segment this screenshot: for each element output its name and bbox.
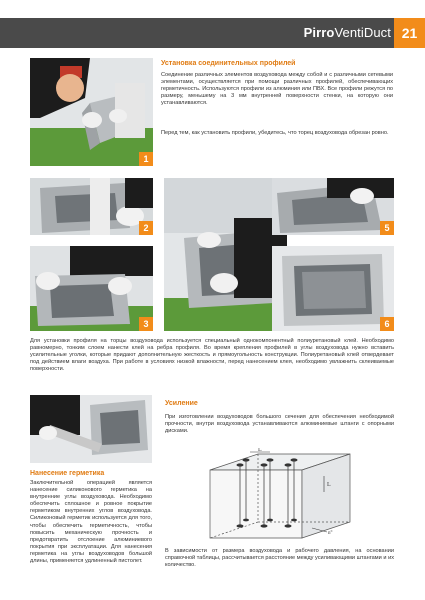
photo-4 — [164, 178, 287, 331]
sealant-paragraph: Заключительной операцией является нанесение силиконового герметика на внутренние углы воздуховода. Необходимо обеспечить сплошное и ровное покрытие герметиком внутренних углов воздуховода. Силиконовый герметик используется для того, чтобы обеспечить герметичность, чтобы повысить механическую прочность и предотвратить отслоение алюминиевого покрытия при эксплуатации. Для нанесения герметика на углы воздуховодов большой длины, применяется удлиненный пистолет. — [30, 480, 152, 565]
photo-5-badge: 5 — [380, 221, 394, 235]
reinforcement-diagram — [200, 448, 360, 544]
profiles-paragraph-1: Соединение различных элементов воздуховода между собой и с различными сетевыми элементами, осуществляется при помощи различных профилей, обеспечивающих герметичность. Используются профили из алюминия или ПВХ. Все профили режутся по размеру, меньшему на 3 мм внутренней поверхности стенки, на которую они устанавливаются. — [161, 72, 393, 107]
photo-1-illustration — [30, 58, 153, 166]
brand-name — [304, 25, 391, 40]
page-number: 21 — [394, 18, 425, 48]
photo-3-badge: 3 — [139, 317, 153, 331]
photo-1-badge: 1 — [139, 152, 153, 166]
photo-2-illustration — [30, 178, 153, 235]
label-l-side: L — [327, 482, 331, 488]
photo-sealant-illustration — [30, 395, 152, 463]
photo-2 — [30, 178, 153, 235]
duct-diagram — [200, 448, 360, 544]
section-heading-reinforcement: Усиление — [165, 400, 198, 407]
section-heading-profiles: Установка соединительных профилей — [161, 60, 296, 67]
photo-2-badge: 2 — [139, 221, 153, 235]
photo-5 — [272, 178, 394, 235]
photo-3 — [30, 246, 153, 331]
page-header — [0, 18, 425, 48]
photo-5-illustration — [272, 178, 394, 235]
label-l-top: L — [258, 448, 262, 453]
profiles-paragraph-2: Перед тем, как установить профили, убедитесь, что торец воздуховода обрезан ровно. — [161, 130, 389, 136]
photo-6 — [272, 246, 394, 331]
reinforcement-caption: В зависимости от размера воздуховода и рабочего давления, на основании справочной таблицы, рассчитывается расстояние между усиливающими штангами и их количество. — [165, 548, 394, 569]
photo-3-illustration — [30, 246, 153, 331]
photo-1 — [30, 58, 153, 166]
photo-6-illustration — [272, 246, 394, 331]
brand-bold: Pirro — [303, 25, 335, 40]
photo-sealant — [30, 395, 152, 463]
section-heading-sealant: Нанесение герметика — [30, 470, 105, 477]
adhesive-paragraph: Для установки профиля на торцы воздуховода используется специальный однокомпонентный полиуретановый клей. Необходимо равномерно, тонким слоем нанести клей на ребра профиля. Во время крепления профилей в углы воздуховода нужно вставить усилительные уголки, которые придают дополнительную жесткость и прямоугольность конструкции. Полиуретановый клей отвердевает под действием влаги воздуха. При работе в условиях низкой влажности, перед нанесением клея, необходимо увлажнить склеиваемые поверхности. — [30, 338, 394, 373]
reinforcement-paragraph: При изготовлении воздуховодов большого сечения для обеспечения необходимой прочности, внутри воздуховода устанавливаются алюминиевые штанги с опорными дисками. — [165, 414, 394, 435]
label-n: n° — [328, 531, 333, 536]
photo-4-illustration — [164, 178, 287, 331]
photo-6-badge: 6 — [380, 317, 394, 331]
brand-rest: VentiDuct — [334, 25, 391, 40]
